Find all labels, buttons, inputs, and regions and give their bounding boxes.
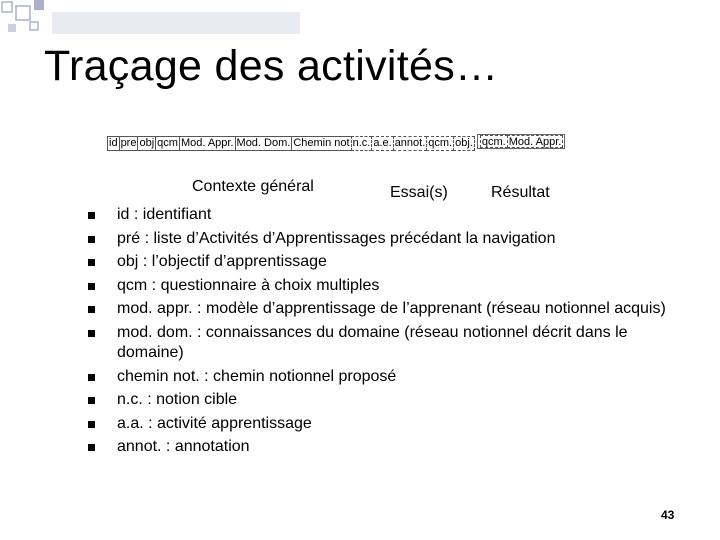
trace-cell: id bbox=[109, 137, 118, 149]
list-item bbox=[88, 390, 688, 410]
bullet-square-icon bbox=[88, 444, 95, 451]
trace-cell: qcm. bbox=[428, 137, 453, 149]
trace-strip bbox=[107, 136, 565, 151]
bullet-square-icon bbox=[88, 259, 95, 266]
heading-trials: Essai(s) bbox=[390, 184, 448, 201]
list-item bbox=[88, 414, 688, 434]
definition-text: n.c. : notion cible bbox=[117, 391, 238, 409]
definition-text: a.a. : activité apprentissage bbox=[117, 414, 312, 432]
bullet-square-icon bbox=[88, 283, 95, 290]
bullet-square-icon bbox=[88, 421, 95, 428]
heading-result: Résultat bbox=[491, 184, 550, 201]
list-item bbox=[88, 367, 688, 387]
list-item bbox=[88, 437, 688, 457]
result-group bbox=[477, 134, 565, 149]
bullet-square-icon bbox=[88, 306, 95, 313]
trace-cell: obj. bbox=[455, 137, 473, 149]
trace-cell: n.c. bbox=[352, 137, 371, 149]
definition-list bbox=[88, 205, 688, 461]
trace-cell: pre bbox=[120, 137, 137, 149]
heading-context: Contexte général bbox=[192, 178, 314, 195]
list-item bbox=[88, 229, 688, 249]
definition-text: mod. dom. : connaissances du domaine (réseau notionnel décrit dans le domaine) bbox=[117, 323, 628, 361]
list-item bbox=[88, 299, 688, 319]
bullet-square-icon bbox=[88, 374, 95, 381]
bullet-square-icon bbox=[88, 212, 95, 219]
result-cell: qcm. bbox=[481, 136, 506, 148]
trace-cell: Chemin not bbox=[293, 137, 350, 149]
corner-decoration bbox=[0, 0, 300, 40]
definition-text: qcm : questionnaire à choix multiples bbox=[117, 276, 380, 294]
page-number: 43 bbox=[661, 508, 675, 522]
result-cell: Mod. Appr. bbox=[508, 136, 562, 148]
trace-cell: Mod. Dom. bbox=[236, 137, 291, 149]
definition-text: annot. : annotation bbox=[117, 438, 250, 456]
trace-cell: qcm bbox=[157, 137, 178, 149]
definition-text: mod. appr. : modèle d’apprentissage de l’apprenant (réseau notionnel acquis) bbox=[117, 300, 666, 318]
bullet-square-icon bbox=[88, 236, 95, 243]
list-item bbox=[88, 205, 688, 225]
definition-text: id : identifiant bbox=[117, 206, 212, 223]
definition-text: obj : l’objectif d’apprentissage bbox=[117, 253, 327, 271]
bullet-square-icon bbox=[88, 397, 95, 404]
definition-text: chemin not. : chemin notionnel proposé bbox=[117, 367, 397, 385]
slide-title: Traçage des activités… bbox=[44, 42, 499, 90]
list-item bbox=[88, 276, 688, 296]
trace-cell: annot. bbox=[394, 137, 426, 149]
definition-text: pré : liste d’Activités d’Apprentissages précédant la navigation bbox=[117, 229, 556, 247]
trace-cell: Mod. Appr. bbox=[180, 137, 234, 149]
list-item bbox=[88, 252, 688, 272]
trace-cell: a.e. bbox=[373, 137, 392, 149]
trace-cell: obj bbox=[139, 137, 155, 149]
bullet-square-icon bbox=[88, 330, 95, 337]
list-item bbox=[88, 323, 688, 363]
